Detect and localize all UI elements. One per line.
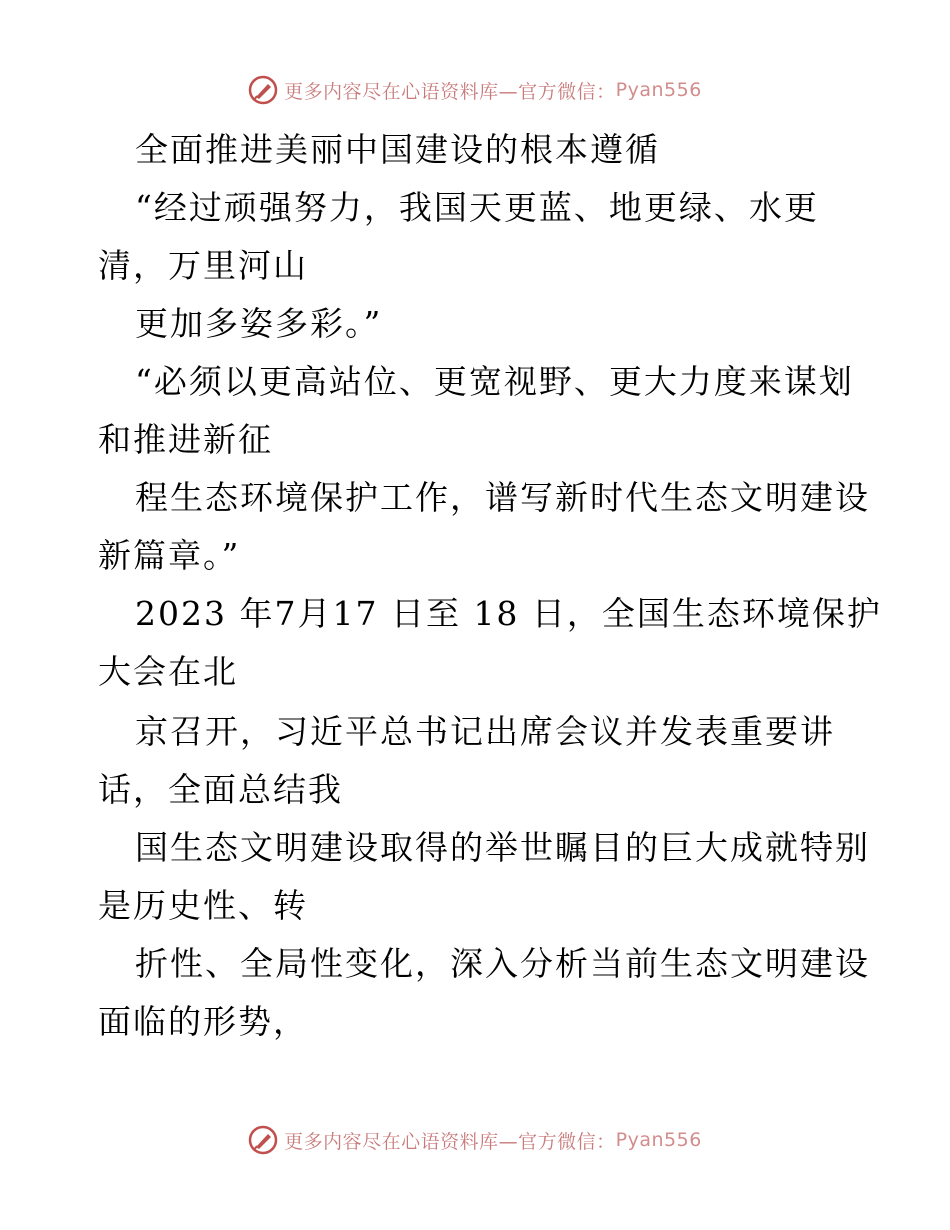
paragraph-line: 程生态环境保护工作，谱写新时代生态文明建设 bbox=[135, 478, 870, 517]
paragraph-line: 折性、全局性变化，深入分析当前生态文明建设 bbox=[135, 944, 870, 983]
paragraph-line: 京召开，习近平总书记出席会议并发表重要讲 bbox=[135, 712, 835, 751]
paragraph-line: “经过顽强努力，我国天更蓝、地更绿、水更 bbox=[135, 188, 819, 227]
quill-pen-logo-icon bbox=[248, 75, 278, 105]
watermark-text: 更多内容尽在心语资料库—官方微信： bbox=[284, 1130, 616, 1153]
footer-watermark bbox=[0, 1120, 950, 1160]
paragraph-line: 是历史性、转 bbox=[98, 886, 308, 925]
paragraph-line: “必须以更高站位、更宽视野、更大力度来谋划 bbox=[135, 362, 854, 401]
paragraph-line: 和推进新征 bbox=[98, 420, 273, 459]
heading-line: 全面推进美丽中国建设的根本遵循 bbox=[135, 130, 660, 169]
paragraph-line: 面临的形势， bbox=[98, 1002, 308, 1041]
watermark-wechat-id: Pyan556 bbox=[615, 1129, 702, 1151]
watermark-text: 更多内容尽在心语资料库—官方微信： bbox=[284, 80, 616, 103]
paragraph-line: 新篇章。” bbox=[98, 536, 241, 575]
paragraph-line: 话，全面总结我 bbox=[98, 770, 343, 809]
paragraph-line: 更加多姿多彩。” bbox=[135, 304, 383, 343]
watermark-wechat-id: Pyan556 bbox=[615, 79, 702, 101]
paragraph-line: 大会在北 bbox=[98, 652, 238, 691]
header-watermark bbox=[0, 70, 950, 110]
paragraph-line: 清，万里河山 bbox=[98, 246, 308, 285]
paragraph-line: 2023 年7月17 日至 18 日，全国生态环境保护 bbox=[135, 594, 882, 633]
paragraph-line: 国生态文明建设取得的举世瞩目的巨大成就特别 bbox=[135, 828, 870, 867]
quill-pen-logo-icon bbox=[248, 1125, 278, 1155]
